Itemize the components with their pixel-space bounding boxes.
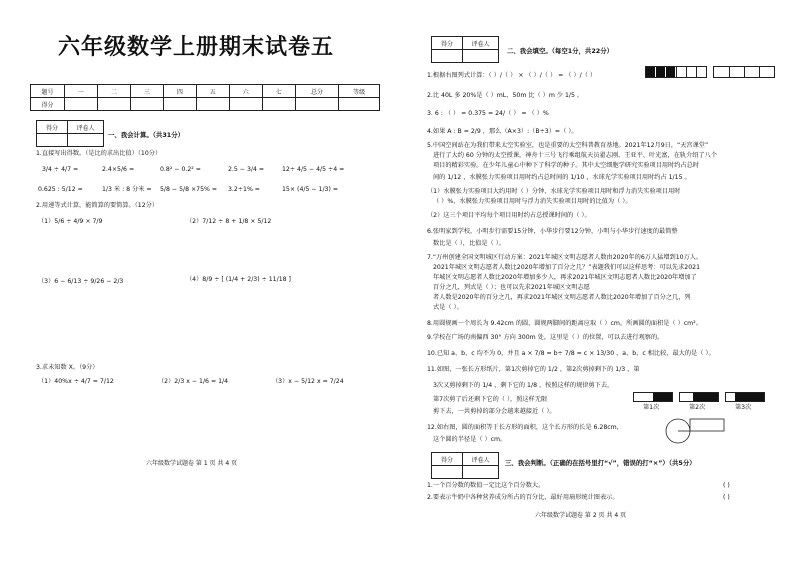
footer-page-1: 六年级数学试题卷 第 1 页 共 4 页 — [146, 460, 238, 467]
grader-name-label: 评卷人 — [463, 37, 499, 50]
grader-cell — [463, 50, 499, 63]
fill-item-11-l3: 第7次剪了后还剩下它的（ ），照这样无限 — [433, 396, 548, 403]
score-cell — [229, 98, 262, 111]
score-header-7: 七 — [262, 85, 295, 98]
strip-shade — [735, 393, 764, 401]
fraction-grid-figure — [645, 66, 707, 78]
grid-shade-1 — [646, 67, 655, 77]
fill-item-7-l4: 百分之几，列式是（ ）；也可以先求2021年城区文明志愿 — [433, 284, 590, 291]
fill-item-5-l3: 项目的精彩实验。在少年儿童心中种下了科学的种子。其中太空细胞学研究实验项目用时约占总时 — [433, 162, 700, 169]
fill-item-5-2: （2）这三个项目平均每个项目用时约占总授课时间的（ ）。 — [427, 212, 591, 219]
grader-box-1 — [36, 120, 104, 147]
fill-item-11-l2: 3次又剪掉剩下的 1/4 ，剩下它的 1/8 ，按照这样的规律剪下去， — [433, 382, 614, 389]
score-cell — [196, 98, 229, 111]
fill-item-11-l4: 剪下去，一共剪掉的部分会越来越接近（ ）。 — [433, 408, 556, 415]
fill-item-7-l2: 2021年城区文明志愿者人数比2020年增加了百分之几？”表题我们可以这样思考：可以先求2021 — [433, 264, 701, 271]
fill-item-8: 8.用圆规画一个周长为 9.42cm 的圆，圆规两脚间的距离应取（ ）cm，所画圆的面积是（ ）cm²。 — [427, 320, 702, 327]
fill-item-10: 10.已知 a、b、c 均不为 0，并且 a × 7/8 = b÷ 7/8 = c × 13/30 ，a、b、c 相比较，最大的是（ ）。 — [427, 350, 715, 357]
q2-item-1: （1）5/6 ÷ 4/9 × 7/9 — [38, 218, 103, 225]
strip-label-1: 第1次 — [643, 404, 660, 411]
fill-item-5-l1: 5.中国空间站在为我们带来太空实验室，也是重要的太空科普教育基地。2021年12月9日，“天宫课堂” — [427, 142, 709, 149]
score-header-9: 等级 — [339, 85, 380, 98]
q3-item-2: （2）2/3 x − 1/6 = 1/4 — [158, 378, 229, 385]
grader-cell — [432, 50, 463, 63]
fill-item-12-l2: 这个圆的半径是（ ）cm。 — [433, 436, 507, 443]
judge-item-2: 2.要表示牛奶中各种营养成分所占的百分比，最好用扇形统计图表示。 — [427, 494, 619, 501]
grader-score-label: 得分 — [432, 453, 463, 466]
fill-item-4: 4.如果 A : B = 2/9 ，那么（A×3）:（B÷3）=（ ）。 — [427, 128, 578, 135]
fill-item-7-l6: 式是（ ）。 — [433, 304, 463, 311]
grid-line — [759, 67, 760, 77]
score-header-4: 四 — [163, 85, 196, 98]
q1-r1-a: 3/4 ÷ 4/7 = — [42, 166, 79, 173]
fill-item-6-l2: 数比是（ ），比值是（ ）。 — [433, 240, 505, 247]
score-cell — [339, 98, 380, 111]
judge-item-1: 1.一个百分数的数值一定比这个百分数大。 — [427, 482, 545, 489]
section1-heading: 一、我会计算。（共31分） — [108, 131, 184, 139]
q1-r1-c: 0.8² − 0.2² = — [160, 166, 201, 173]
q2-prompt: 2.用递等式计算，能简算的要简算。（12分） — [36, 202, 159, 209]
q3-item-3: （3）x − 5/12 x = 7/24 — [272, 378, 344, 385]
score-cell — [262, 98, 295, 111]
section2-heading: 二、我会填空。（每空1分，共22分） — [507, 47, 613, 55]
q3-item-1: （1）40%x ÷ 4/7 = 7/12 — [38, 378, 114, 385]
fraction-grid-figure-2 — [713, 66, 775, 78]
grid-shade-2 — [656, 67, 665, 77]
fill-item-2: 2.比 40L 多 20%是（ ）mL，50m 比（ ）m 少 1/5 。 — [427, 92, 584, 99]
grader-cell — [432, 466, 463, 479]
rectangle-shape — [690, 419, 724, 431]
footer-page-2: 六年级数学试题卷 第 2 页 共 4 页 — [535, 512, 627, 519]
judge-paren-2[interactable]: ( ) — [723, 494, 730, 501]
strip-shade — [653, 393, 672, 401]
strip-figure-3 — [725, 392, 765, 402]
score-row-label: 得分 — [31, 98, 65, 111]
strip-figure-2 — [679, 392, 719, 402]
grader-box-2 — [431, 36, 499, 63]
score-header-2: 二 — [97, 85, 130, 98]
grid-shade-3 — [666, 67, 675, 77]
fill-item-9: 9.学校在广场的南偏西 30° 方向 300m 处，这里是（ ）的位置，可以去进行观察的。 — [427, 334, 664, 341]
q3-prompt: 3.求未知数 X。（9分） — [36, 364, 99, 371]
score-cell — [163, 98, 196, 111]
fill-item-6-l1: 6.张明家到学校，小明步行需要15分钟，小华步行要12分钟，小明与小华步行速度的最简整 — [427, 228, 678, 235]
exam-page-2 — [397, 0, 794, 561]
fill-item-1: 1.根据右图列式计算：（ ）/（ ） × （ ）/（ ） = （ ）/（ ） — [427, 72, 597, 79]
fill-item-5-1b: （ ）%，水膜张力实验项目用时与浮力消失实验项目用时的比值为（ ）。 — [433, 198, 632, 205]
q1-r2-a: 0.625 : 5/12 = — [38, 186, 83, 193]
q2-item-4: （4）8/9 ÷ [ (1/4 + 2/3) ÷ 11/18 ] — [186, 276, 291, 283]
q1-r1-b: 2.4×5/6 = — [102, 166, 135, 173]
judge-paren-1[interactable]: ( ) — [723, 482, 730, 489]
score-cell — [64, 98, 97, 111]
score-cell — [130, 98, 163, 111]
grid-line — [676, 67, 677, 77]
grid-line — [729, 67, 730, 77]
fill-item-7-l1: 7.“万州创建全国文明城区行动方案：2021年城区文明志愿者人数由2020年的6万人猛增到10万人。 — [427, 254, 703, 261]
section3-heading: 三、我会判断。（正确的在括号里打“√”，错误的打“×”）（共5分） — [505, 459, 696, 467]
strip-shade — [693, 393, 718, 401]
fill-item-12-l1: 12.如右图，圆的面积等于长方形的面积，这个长方形的长是 6.28cm， — [427, 424, 623, 431]
grid-line — [686, 67, 687, 77]
exam-title: 六年级数学上册期末试卷五 — [58, 35, 335, 60]
q1-r2-d: 3.2÷1% = — [228, 186, 260, 193]
circle-rectangle-figure — [663, 416, 727, 448]
grader-cell — [463, 466, 499, 479]
grader-cell — [37, 134, 68, 147]
q1-r2-c: 5/8 − 5/8 ×75% = — [160, 186, 218, 193]
score-header-1: 一 — [64, 85, 97, 98]
score-cell — [295, 98, 339, 111]
fill-item-5-l4: 间的 1/12 ，水膜张力实验项目用时约占总时间的 1/10 ，水球光学实验项目用时约占 1/15 。 — [433, 174, 691, 181]
score-cell — [97, 98, 130, 111]
q1-prompt: 1.直接写出得数。（是比的求出比值）（10分） — [36, 150, 162, 157]
score-header-0: 题号 — [31, 85, 65, 98]
grader-name-label: 评卷人 — [463, 453, 499, 466]
score-header-5: 五 — [196, 85, 229, 98]
fill-item-7-l3: 年城区文明志愿者人数比2020年增加多少人，再求2021年城区文明志愿者人数比2020年增加了 — [433, 274, 697, 281]
fill-item-5-1a: （1）水膜张力实验项目大约用时（ ）分钟，水球光学实验项目用时和浮力消失实验项目用时 — [427, 188, 681, 195]
fill-item-7-l5: 者人数是2020年的百分之几，再求2021年城区文明志愿者人数比2020年增加了百分之几，列 — [433, 294, 691, 301]
score-header-6: 六 — [229, 85, 262, 98]
fill-item-3: 3. 6 : （ ） = 0.375 = 24/（ ） = （ ）% — [427, 110, 549, 117]
grader-box-3 — [431, 452, 499, 479]
fill-item-11-l1: 11.如图，一张长方形纸片，第1次剪掉它的 1/2 ，第2次剪掉剩下的 1/3 ，第 — [427, 366, 640, 373]
score-header-8: 总分 — [295, 85, 339, 98]
grader-name-label: 评卷人 — [68, 121, 104, 134]
q2-item-3: （3）6 − 6/13 ÷ 9/26 − 2/3 — [38, 278, 124, 285]
grader-score-label: 得分 — [37, 121, 68, 134]
grader-score-label: 得分 — [432, 37, 463, 50]
score-table — [30, 84, 380, 111]
grader-cell — [68, 134, 104, 147]
strip-label-2: 第2次 — [689, 404, 706, 411]
fill-item-5-l2: 进行了大约 60 分钟的太空授课，神舟十三号飞行乘组航天员翟志刚、王亚平、叶光富，在轨介绍了八个 — [433, 152, 718, 159]
q2-item-2: （2）7/12 ÷ 8 + 1/8 × 5/12 — [186, 218, 272, 225]
q1-r1-d: 2.5 − 3/4 = — [228, 166, 265, 173]
score-header-3: 三 — [130, 85, 163, 98]
q1-r2-b: 1/3 米 : 8 分米 = — [102, 186, 152, 193]
strip-figure-1 — [633, 392, 673, 402]
q1-r1-e: 12÷ 4/5 − 4/5 ÷4 = — [282, 166, 345, 173]
strip-label-3: 第3次 — [735, 404, 752, 411]
grid-line — [696, 67, 697, 77]
grid-line — [744, 67, 745, 77]
q1-r2-e: 15× (4/5 − 1/3) = — [282, 186, 339, 193]
